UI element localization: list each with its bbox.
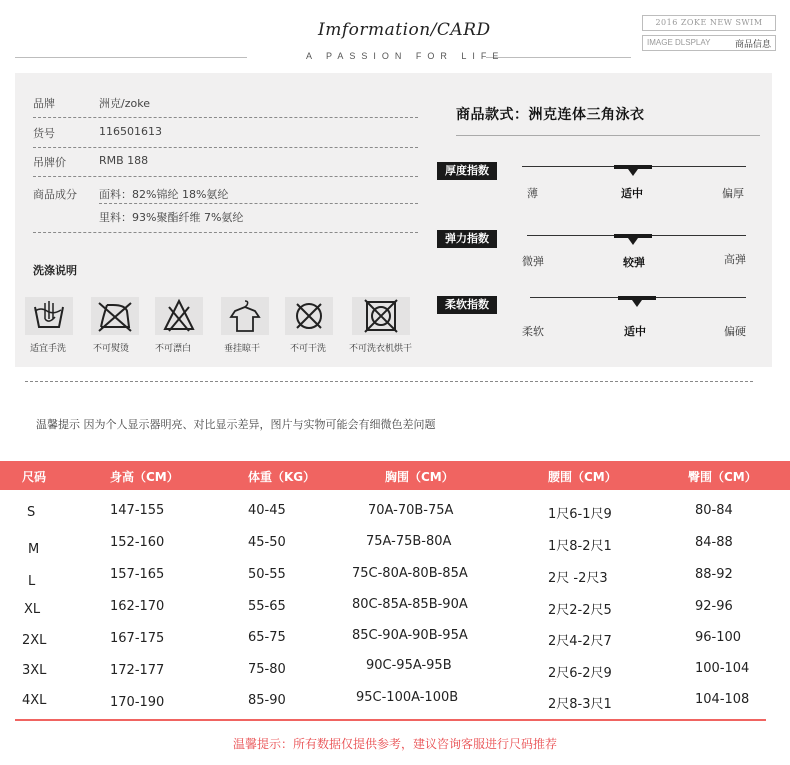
cell-size: 3XL — [22, 663, 47, 678]
no-bleach-icon — [155, 297, 203, 335]
softness-option: 偏硬 — [724, 325, 746, 338]
cell-hip: 100-104 — [695, 661, 750, 676]
cell-hip: 80-84 — [695, 503, 733, 518]
cell-hip: 96-100 — [695, 630, 742, 645]
col-header-weight: 体重（KG） — [248, 470, 316, 484]
cell-bust: 95C-100A-100B — [356, 690, 459, 705]
brand-label: 品牌 — [33, 97, 55, 110]
elasticity-pointer — [628, 238, 638, 245]
section-tag — [642, 35, 776, 51]
col-header-size: 尺码 — [22, 470, 47, 484]
info-divider — [99, 203, 418, 204]
page-subtitle: A PASSION FOR LIFE — [306, 51, 505, 61]
cell-weight: 40-45 — [248, 503, 286, 518]
material-outer: 面料：82%锦纶 18%氨纶 — [99, 188, 229, 201]
price-value: RMB 188 — [99, 154, 149, 167]
col-header-bust: 胸围（CM） — [385, 470, 454, 484]
cell-hip: 84-88 — [695, 535, 733, 550]
header-divider-left — [15, 57, 247, 58]
cell-size: 2XL — [22, 633, 47, 648]
col-header-height: 身高（CM） — [110, 470, 179, 484]
cell-waist: 1尺8-2尺1 — [548, 539, 612, 554]
thickness-option-selected: 适中 — [621, 187, 643, 200]
softness-pointer — [632, 300, 642, 307]
wash-label: 适宜手洗 — [30, 344, 67, 354]
header-divider-right — [486, 57, 631, 58]
wash-label: 不可干洗 — [290, 344, 327, 354]
cell-hip: 92-96 — [695, 599, 733, 614]
thickness-option: 薄 — [527, 187, 538, 200]
cell-waist: 2尺2-2尺5 — [548, 603, 612, 618]
section-tag-right: 商品信息 — [734, 40, 771, 50]
cell-height: 147-155 — [110, 503, 165, 518]
cell-waist: 2尺8-3尺1 — [548, 697, 612, 712]
cell-waist: 2尺6-2尺9 — [548, 666, 612, 681]
material-label: 商品成分 — [33, 188, 77, 201]
cell-bust: 85C-90A-90B-95A — [352, 628, 468, 643]
info-divider — [33, 176, 418, 177]
cell-weight: 55-65 — [248, 599, 286, 614]
cell-bust: 80C-85A-85B-90A — [352, 597, 468, 612]
elasticity-option: 高弹 — [724, 253, 746, 266]
cell-weight: 65-75 — [248, 630, 286, 645]
display-tip: 温馨提示 因为个人显示器明亮、对比显示差异，图片与实物可能会有细微色差问题 — [36, 418, 436, 431]
hand-wash-icon — [25, 297, 73, 335]
thickness-indicator-label: 厚度指数 — [437, 162, 497, 180]
cell-weight: 45-50 — [248, 535, 286, 550]
wash-label: 垂挂晾干 — [224, 344, 261, 354]
cell-height: 152-160 — [110, 535, 165, 550]
price-label: 吊牌价 — [33, 156, 66, 169]
elasticity-option: 微弹 — [522, 255, 544, 268]
style-title: 商品款式：洲克连体三角泳衣 — [456, 107, 645, 123]
col-header-waist: 腰围（CM） — [548, 470, 617, 484]
cell-bust: 75C-80A-80B-85A — [352, 566, 468, 581]
no-iron-icon — [91, 297, 139, 335]
cell-bust: 70A-70B-75A — [368, 503, 454, 518]
size-footnote: 温馨提示：所有数据仅提供参考，建议咨询客服进行尺码推荐 — [232, 737, 557, 751]
col-header-hip: 臀围（CM） — [688, 470, 757, 484]
no-tumble-dry-icon — [352, 297, 410, 335]
softness-option-selected: 适中 — [624, 325, 646, 338]
cell-hip: 88-92 — [695, 567, 733, 582]
cell-height: 170-190 — [110, 695, 165, 710]
cell-bust: 75A-75B-80A — [366, 534, 452, 549]
cell-height: 157-165 — [110, 567, 165, 582]
softness-indicator-label: 柔软指数 — [437, 296, 497, 314]
product-info-card — [15, 73, 772, 367]
page-title: Imformation/CARD — [318, 20, 491, 40]
softness-option: 柔软 — [522, 325, 544, 338]
cell-hip: 104-108 — [695, 692, 750, 707]
cell-size: L — [28, 574, 36, 589]
cell-waist: 2尺 -2尺3 — [548, 571, 608, 586]
cell-waist: 2尺4-2尺7 — [548, 634, 612, 649]
elasticity-indicator-label: 弹力指数 — [437, 230, 497, 248]
cell-size: XL — [24, 602, 41, 617]
wash-label: 不可漂白 — [155, 344, 192, 354]
info-divider — [33, 232, 418, 233]
wash-label: 不可熨烫 — [93, 344, 130, 354]
cell-size: S — [27, 505, 36, 520]
style-divider — [456, 135, 760, 136]
hang-dry-icon — [221, 297, 269, 335]
thickness-pointer — [628, 169, 638, 176]
size-table-header — [0, 461, 790, 490]
cell-size: M — [28, 542, 40, 557]
cell-size: 4XL — [22, 693, 47, 708]
cell-weight: 85-90 — [248, 693, 286, 708]
thickness-option: 偏厚 — [722, 187, 744, 200]
cell-height: 167-175 — [110, 631, 165, 646]
wash-label: 不可洗衣机烘干 — [349, 344, 413, 354]
material-lining: 里料：93%聚酯纤维 7%氨纶 — [99, 211, 244, 224]
cell-waist: 1尺6-1尺9 — [548, 507, 612, 522]
info-divider — [33, 117, 418, 118]
cell-height: 162-170 — [110, 599, 165, 614]
elasticity-option-selected: 较弹 — [623, 256, 645, 269]
cell-weight: 50-55 — [248, 567, 286, 582]
brand-value: 洲克/zoke — [99, 97, 150, 110]
collection-tag: 2016 ZOKE NEW SWIM — [642, 15, 776, 31]
washing-title: 洗涤说明 — [33, 264, 77, 277]
section-divider — [25, 381, 753, 382]
no-dry-clean-icon — [285, 297, 333, 335]
cell-weight: 75-80 — [248, 662, 286, 677]
sku-value: 116501613 — [99, 125, 162, 138]
cell-height: 172-177 — [110, 663, 165, 678]
section-tag-left: IMAGE DLSPLAY — [647, 38, 711, 47]
cell-bust: 90C-95A-95B — [366, 658, 452, 673]
size-table-bottom-rule — [15, 719, 766, 721]
info-divider — [33, 147, 418, 148]
sku-label: 货号 — [33, 127, 55, 140]
